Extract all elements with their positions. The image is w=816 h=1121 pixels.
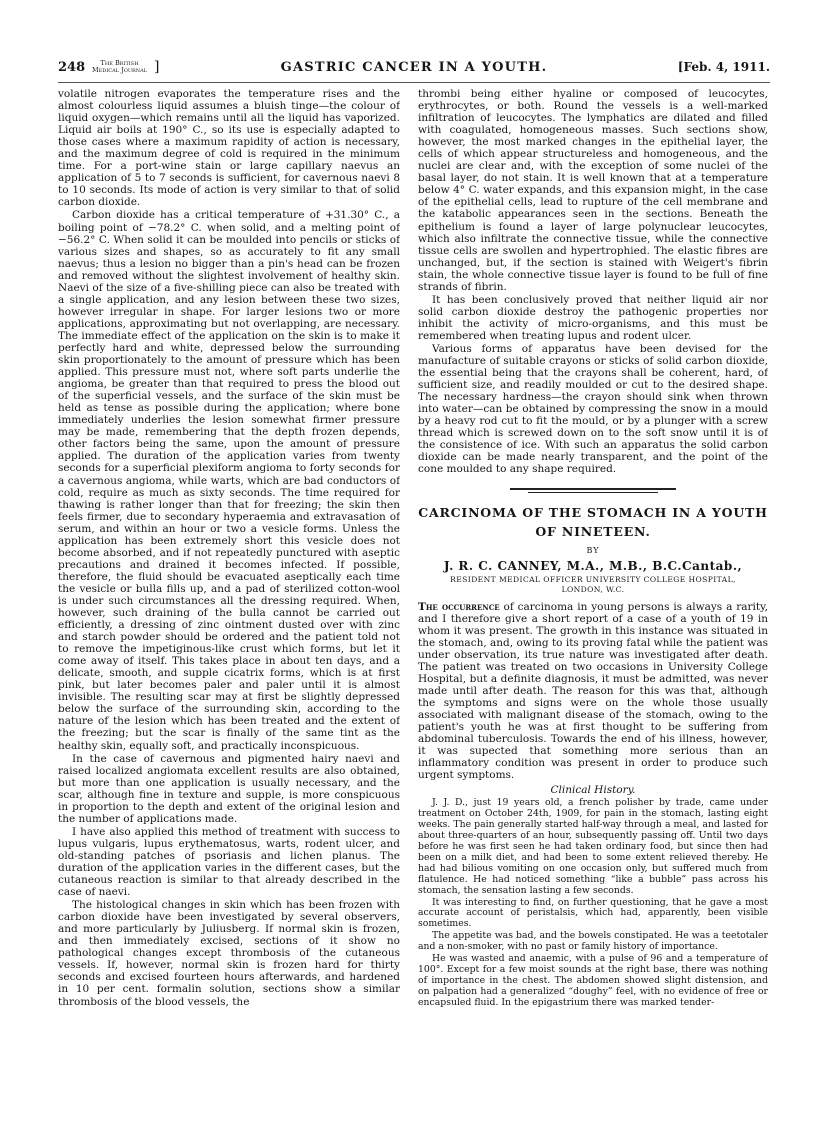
paragraph: The histological changes in skin which has been frozen with carbon dioxide have been investigated by several observers, and more particularly by Juliusberg. If normal skin is frozen, and then immediately excised, sections of it show no pathological changes except thrombosis of the cutaneous vessels. If, however, normal skin is frozen hard for thirty seconds and excised fourteen hours afterwards, and hardened in 10 per cent. formalin solution, sections show a similar thrombosis of the blood vessels, the [58,899,400,1008]
paragraph: It was interesting to find, on further questioning, that he gave a most accurate account of peristalsis, which had, apparently, been visible sometimes. [418,896,768,930]
page-header [58,58,770,83]
clinical-history [418,798,768,1008]
article-title [418,503,768,541]
paragraph: volatile nitrogen evaporates the temperature rises and the almost colourless liquid assumes a bluish tinge—the colour of liquid oxygen—which remains until all the liquid has vaporized. Liquid air boils at 190° C., so its use is especially adapted to those cases where a maximum rapidity of action is necessary, and the maximum degree of cold is required in the minimum time. For a port-wine stain or large capillary naevus an application of 5 to 7 seconds is sufficient, for cavernous naevi 8 to 10 seconds. Its mode of action is very similar to that of solid carbon dioxide. [58,88,400,209]
paragraph: He was wasted and anaemic, with a pulse of 96 and a temperature of 100°. Except for a few moist sounds at the right base, there was nothing of importance in the chest. The abdomen showed slight distension, and on palpation had a generalized “doughy” feel, with no evidence of free or encapsuled fluid. In the epigastrium there was marked tender- [418,953,768,1008]
author-name: J. R. C. CANNEY, M.A., M.B., B.C.Cantab., [443,558,743,573]
right-column [418,88,768,1088]
paragraph: thrombi being either hyaline or composed of leucocytes, erythrocytes, or both. Round the vessels is a well-marked infiltration of leucocytes. The lymphatics are dilated and filled with coagulated, homogeneous masses. Such sections show, however, the most marked changes in the epithelial layer, the cells of which appear structureless and homogeneous, and the nuclei are clear and, with the exception of some nuclei of the basal layer, do not stain. It is well known that at a temperature below 4° C. water expands, and this expansion might, in the case of the epithelial cells, lead to rupture of the cell membrane and the katabolic appearances seen in the sections. Beneath the epithelium is found a layer of large polynuclear leucocytes, which also infiltrate the connective tissue, while the connective tissue cells are swollen and hypertrophied. The elastic fibres are unchanged, but, if the section is stained with Weigert's fibrin stain, the whole connective tissue layer is found to be full of fine strands of fibrin. [418,88,768,293]
article-intro [418,601,768,782]
paragraph: Carbon dioxide has a critical temperature of +31.30° C., a boiling point of −78.2° C. when solid, and a melting point of −56.2° C. When solid it can be moulded into pencils or sticks of various sizes and shapes, so as accurately to fit any small naevus; thus a lesion no bigger than a pin's head can be frozen and removed without the slightest involvement of healthy skin. Naevi of the size of a five-shilling piece can also be treated with a single application, and any lesion between these two sizes, however irregular in shape. For larger lesions two or more applications, approximating but not overlapping, are necessary. The immediate effect of the application on the skin is to make it perfectly hard and white, depressed below the surrounding skin proportionately to the amount of pressure which has been applied. This pressure must not, where soft parts underlie the angioma, be greater than that required to press the blood out of the superficial vessels, and the surface of the skin must be held as tense as possible during the application; where bone immediately underlies the lesion somewhat firmer pressure may be made, remembering that the depth frozen depends, other factors being the same, upon the amount of pressure applied. The duration of the application varies from twenty seconds for a superficial plexiform angioma to forty seconds for a cavernous angioma, while warts, which are bad conductors of cold, require as much as sixty seconds. The time required for thawing is rather longer than that for freezing; the skin then feels firmer, due to secondary hyperaemia and extravasation of serum, and within an hour or two a vesicle forms. Unless the application has been extremely short this vesicle does not become absorbed, and if not repeatedly punctured with aseptic precautions and drained it becomes infected. If possible, therefore, the fluid should be evacuated aseptically each time the vesicle or bulla fills up, and a pad of sterilized cotton-wool is under such circumstances all the dressing required. When, however, such draining of the bulla cannot be carried out efficiently, a dressing of zinc ointment dusted over with zinc and starch powder should be ordered and the patient told not to remove the impetiginous-like crust which forms, but let it come away of itself. This takes place in about ten days, and a delicate, smooth, and supple cicatrix forms, which is at first pink, but later becomes paler and paler until it is almost invisible. The resulting scar may at first be slightly depressed below the surface of the surrounding skin, according to the nature of the lesion which has been treated and the extent of the freezing; but the scar is finally of the same tint as the healthy skin, equally soft, and practically inconspicuous. [58,209,400,752]
article-title-line1: CARCINOMA OF THE STOMACH IN A YOUTH [418,504,768,520]
journal-name-line1: The British [100,59,139,67]
paragraph: In the case of cavernous and pigmented hairy naevi and raised localized angiomata excellent results are also obtained, but more than one application is usually necessary, and the scar, although fine in texture and supple, is more conspicuous in proportion to the depth and extent of the original lesion and the number of applications made. [58,752,400,825]
affiliation-line1: RESIDENT MEDICAL OFFICER UNIVERSITY COLLEGE HOSPITAL, [450,574,736,584]
intro-text: of carcinoma in young persons is always a rarity, and I therefore give a short report of a case of a youth of 19 in whom it was present. The growth in this instance was situated in the stomach, and, owing to its proving fatal while the patient was under observation, its true nature was investigated after death. The patient was treated on two occasions in University College Hospital, but a definite diagnosis, it must be admitted, was never made until after death. The reason for this was that, although the symptoms and signs were on the whole those usually associated with malignant disease of the stomach, owing to the patient's youth he was at first thought to be suffering from abdominal tuberculosis. Towards the end of his illness, however, it was supected that something more serious than an inflammatory condition was present in order to produce such urgent symptoms. [418,600,768,782]
paragraph: I have also applied this method of treatment with success to lupus vulgaris, lupus erythematosus, warts, rodent ulcer, and old-standing patches of psoriasis and lichen planus. The duration of the application varies in the different cases, but the cutaneous reaction is similar to that already described in the case of naevi. [58,825,400,899]
running-title: GASTRIC CANCER IN A YOUTH. [280,60,548,75]
intro-first-words: The occurrence [418,600,500,613]
left-column [58,88,400,1088]
journal-bracket: ] [154,59,160,75]
affiliation-line2: LONDON, W.C. [561,584,625,594]
issue-date: [Feb. 4, 1911. [677,60,770,74]
page-number: 248 [58,60,86,75]
paragraph: It has been conclusively proved that neither liquid air nor solid carbon dioxide destroy the pathogenic properties nor inhibit the activity of micro-organisms, and this must be remembered when treating lupus and rodent ulcer. [418,293,768,342]
paragraph: The appetite was bad, and the bowels constipated. He was a teetotaler and a non-smoker, with no past or family history of importance. [418,930,768,953]
paragraph: Various forms of apparatus have been devised for the manufacture of suitable crayons or sticks of solid carbon dioxide, the essential being that the crayons shall be coherent, hard, of sufficient size, and readily moulded or cut to the desired shape. The necessary hardness—the crayon should sink when thrown into water—can be obtained by compressing the snow in a mould by a heavy rod cut to fit the mould, or by a plunger with a screw thread which is screwed down on to the soft snow until it is of the consistence of ice. With such an apparatus the solid carbon dioxide can be made nearly transparent, and the point of the cone moulded to any shape required. [418,342,768,476]
article-title-line2: OF NINETEEN. [535,523,651,539]
byline-by: BY [586,545,600,555]
clinical-history-heading: Clinical History. [550,784,636,797]
paragraph: J. J. D., just 19 years old, a french polisher by trade, came under treatment on October 24th, 1909, for pain in the stomach, lasting eight weeks. The pain generally started half-way through a meal, and lasted for about three-quarters of an hour, subsequently passing off. Until two days before he was first seen he had taken ordinary food, but since then had been on a milk diet, and had been to some extent relieved thereby. He had had bilious vomiting on one occasion only, but suffered much from flatulence. He had noticed something “like a bubble” pass across his stomach, the sensation lasting a few seconds. [418,797,768,896]
section-divider [418,488,768,493]
author-affiliation [418,575,768,595]
journal-name-line2: Medical Journal [92,66,148,74]
